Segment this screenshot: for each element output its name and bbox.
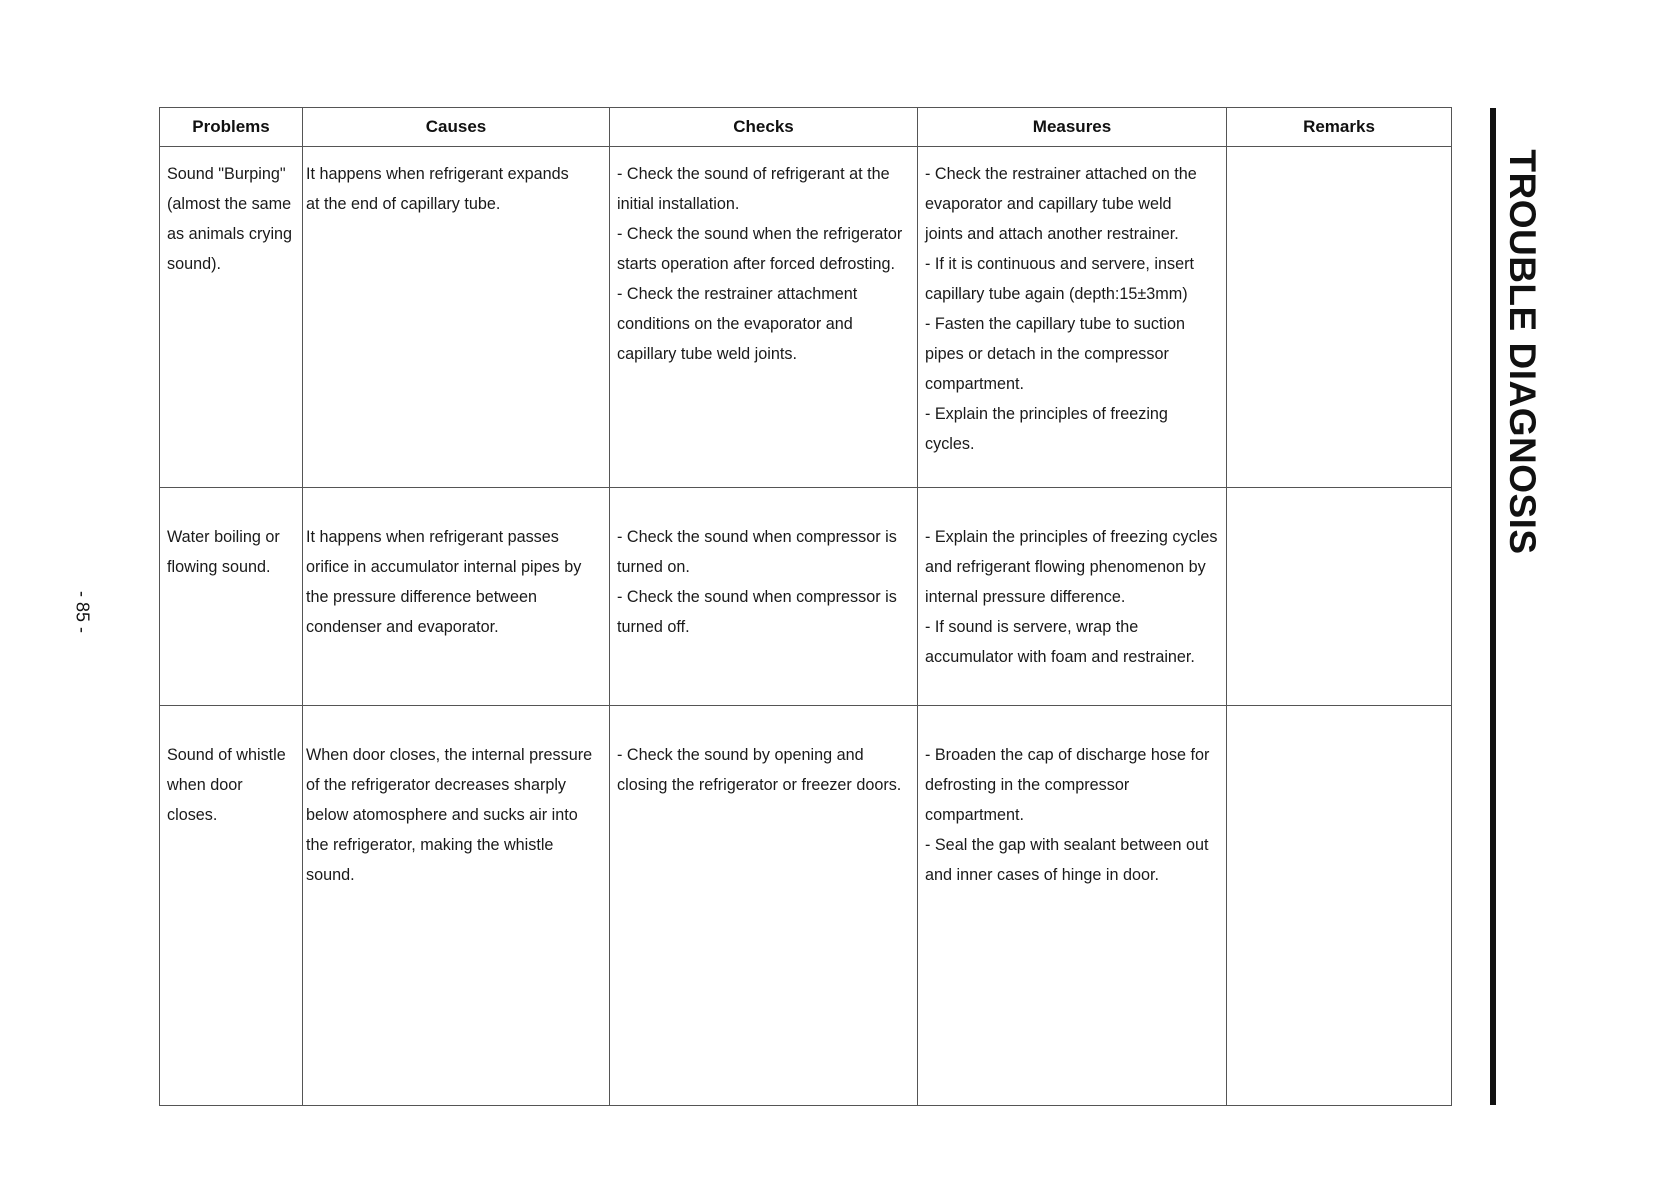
- measure-line: - If it is continuous and servere, insert: [925, 255, 1195, 273]
- check-line: - Check the sound when compressor is: [617, 528, 897, 546]
- problem-line: Water boiling or: [167, 528, 280, 546]
- cause-line: of the refrigerator decreases sharply: [306, 776, 567, 794]
- measure-line: accumulator with foam and restrainer.: [925, 648, 1195, 666]
- check-item: [617, 582, 913, 642]
- cause-cell: [303, 706, 610, 1106]
- check-line: - Check the restrainer attachment: [617, 285, 858, 303]
- table-row: [160, 706, 1452, 1106]
- cause-line: condenser and evaporator.: [306, 618, 499, 636]
- problem-line: as animals crying: [167, 225, 293, 243]
- problem-cell: [160, 488, 303, 706]
- measure-item: [925, 522, 1222, 612]
- problem-line: (almost the same: [167, 195, 292, 213]
- cause-line: When door closes, the internal pressure: [306, 746, 593, 764]
- problem-line: sound).: [167, 255, 221, 273]
- table-header-row: [160, 108, 1452, 147]
- checks-cell: [610, 147, 918, 488]
- check-item: [617, 522, 913, 582]
- measure-item: [925, 740, 1222, 830]
- measure-item: [925, 159, 1222, 249]
- check-item: [617, 219, 913, 279]
- table-row: [160, 488, 1452, 706]
- cause-line: at the end of capillary tube.: [306, 195, 501, 213]
- header-causes: Causes: [303, 108, 610, 147]
- remarks-cell: [1227, 706, 1452, 1106]
- measure-item: [925, 249, 1222, 309]
- checks-cell: [610, 488, 918, 706]
- measure-line: and refrigerant flowing phenomenon by: [925, 558, 1206, 576]
- check-line: turned on.: [617, 558, 690, 576]
- check-line: initial installation.: [617, 195, 740, 213]
- check-line: turned off.: [617, 618, 690, 636]
- measure-line: - If sound is servere, wrap the: [925, 618, 1139, 636]
- cause-cell: [303, 147, 610, 488]
- measure-line: defrosting in the compressor: [925, 776, 1130, 794]
- measure-line: pipes or detach in the compressor: [925, 345, 1169, 363]
- cause-line: orifice in accumulator internal pipes by: [306, 558, 582, 576]
- check-line: starts operation after forced defrosting.: [617, 255, 896, 273]
- measure-item: [925, 309, 1222, 399]
- problem-line: Sound of whistle: [167, 746, 286, 764]
- cause-line: It happens when refrigerant passes: [306, 528, 559, 546]
- check-item: [617, 279, 913, 369]
- measures-cell: [918, 488, 1227, 706]
- cause-cell: [303, 488, 610, 706]
- measure-line: joints and attach another restrainer.: [925, 225, 1179, 243]
- header-remarks: Remarks: [1227, 108, 1452, 147]
- measure-item: [925, 830, 1222, 890]
- measure-item: [925, 612, 1222, 672]
- measures-cell: [918, 147, 1227, 488]
- measure-line: evaporator and capillary tube weld: [925, 195, 1172, 213]
- check-line: - Check the sound of refrigerant at the: [617, 165, 890, 183]
- problem-cell: [160, 706, 303, 1106]
- measure-line: internal pressure difference.: [925, 588, 1126, 606]
- check-line: closing the refrigerator or freezer doors.: [617, 776, 902, 794]
- measure-item: [925, 399, 1222, 459]
- check-item: [617, 159, 913, 219]
- measure-line: - Explain the principles of freezing cycles: [925, 528, 1218, 546]
- measure-line: - Broaden the cap of discharge hose for: [925, 746, 1210, 764]
- remarks-cell: [1227, 488, 1452, 706]
- header-checks: Checks: [610, 108, 918, 147]
- measure-line: - Explain the principles of freezing: [925, 405, 1168, 423]
- measures-cell: [918, 706, 1227, 1106]
- checks-cell: [610, 706, 918, 1106]
- trouble-diagnosis-table: [159, 107, 1452, 1106]
- problem-line: flowing sound.: [167, 558, 271, 576]
- check-line: capillary tube weld joints.: [617, 345, 797, 363]
- measure-line: cycles.: [925, 435, 975, 453]
- section-divider: [1490, 108, 1496, 1105]
- problem-cell: [160, 147, 303, 488]
- cause-line: It happens when refrigerant expands: [306, 165, 569, 183]
- measure-line: - Seal the gap with sealant between out: [925, 836, 1209, 854]
- section-title: TROUBLE DIAGNOSIS: [1502, 149, 1543, 555]
- measure-line: - Fasten the capillary tube to suction: [925, 315, 1186, 333]
- cause-line: sound.: [306, 866, 355, 884]
- header-problems: Problems: [160, 108, 303, 147]
- remarks-cell: [1227, 147, 1452, 488]
- cause-line: below atomosphere and sucks air into: [306, 806, 578, 824]
- measure-line: and inner cases of hinge in door.: [925, 866, 1159, 884]
- header-measures: Measures: [918, 108, 1227, 147]
- page-number: - 85 -: [72, 590, 93, 634]
- measure-line: - Check the restrainer attached on the: [925, 165, 1197, 183]
- problem-line: when door: [167, 776, 243, 794]
- cause-line: the refrigerator, making the whistle: [306, 836, 554, 854]
- problem-line: Sound "Burping": [167, 165, 286, 183]
- measure-line: capillary tube again (depth:15±3mm): [925, 285, 1188, 303]
- check-line: - Check the sound by opening and: [617, 746, 864, 764]
- measure-line: compartment.: [925, 375, 1024, 393]
- check-line: conditions on the evaporator and: [617, 315, 853, 333]
- table-row: [160, 147, 1452, 488]
- check-line: - Check the sound when compressor is: [617, 588, 897, 606]
- problem-line: closes.: [167, 806, 218, 824]
- cause-line: the pressure difference between: [306, 588, 537, 606]
- check-item: [617, 740, 913, 800]
- measure-line: compartment.: [925, 806, 1024, 824]
- check-line: - Check the sound when the refrigerator: [617, 225, 903, 243]
